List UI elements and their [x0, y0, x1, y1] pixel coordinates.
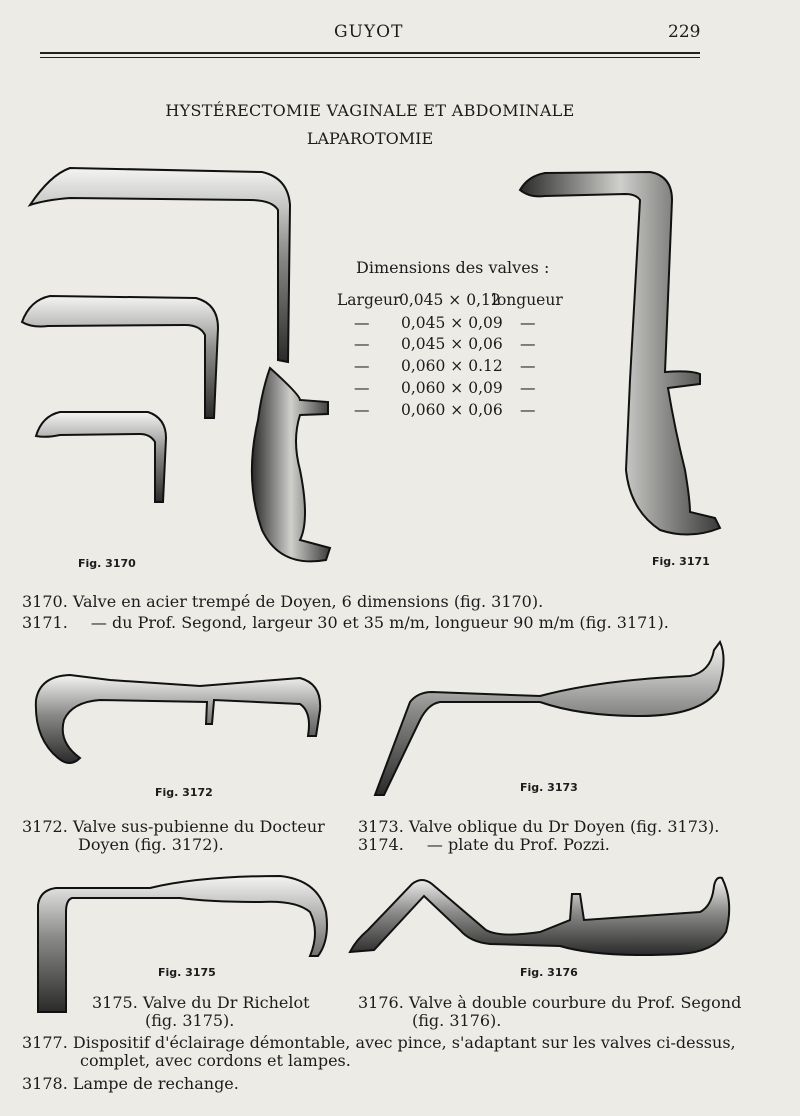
item-number: 3171. [22, 613, 68, 632]
caption-3177 [22, 1033, 736, 1052]
item-text: — du Prof. Segond, largeur 30 et 35 m/m, longueur 90 m/m (fig. 3171). [90, 613, 669, 632]
dimension-label: — [354, 314, 370, 332]
dimension-label: — [354, 401, 370, 419]
dimension-label: Largeur [337, 291, 401, 309]
item-number: 3174. [358, 835, 404, 854]
item-text: Dispositif d'éclairage démontable, avec pince, s'adaptant sur les valves ci-dessus, [72, 1033, 736, 1052]
item-number: 3177. [22, 1033, 68, 1052]
dimension-row [0, 379, 800, 401]
item-number: 3172. [22, 817, 68, 836]
item-text: Valve sus-pubienne du Docteur [72, 817, 325, 836]
dimension-unit: — [520, 335, 536, 353]
caption-3178 [22, 1074, 239, 1093]
dimension-label: — [354, 335, 370, 353]
caption-3176 [358, 993, 741, 1012]
figure-label-3170: Fig. 3170 [78, 557, 136, 570]
valve-3170-small-icon [36, 412, 166, 502]
item-text: Valve oblique du Dr Doyen (fig. 3173). [408, 817, 720, 836]
item-number: 3175. [92, 993, 138, 1012]
item-text: — plate du Prof. Pozzi. [426, 835, 610, 854]
dimension-row [0, 335, 800, 357]
dimension-unit: — [520, 357, 536, 375]
caption-3173 [358, 817, 719, 836]
caption-3175 [92, 993, 310, 1012]
valve-3175-icon [38, 876, 327, 1012]
caption-3177-cont: complet, avec cordons et lampes. [80, 1051, 351, 1070]
figure-label-3176: Fig. 3176 [520, 966, 578, 979]
dimension-value: 0,060 × 0,09 [401, 379, 503, 397]
caption-3170 [22, 592, 543, 611]
dimension-value: 0,045 × 0,12 [399, 291, 501, 309]
item-number: 3178. [22, 1074, 68, 1093]
caption-3176-cont: (fig. 3176). [412, 1011, 502, 1030]
valve-3173-icon [375, 642, 724, 795]
section-subtitle: LAPAROTOMIE [306, 129, 434, 148]
dimension-row [0, 357, 800, 379]
running-title: GUYOT [334, 22, 404, 42]
caption-3172 [22, 817, 325, 836]
item-text: Lampe de rechange. [72, 1074, 239, 1093]
valve-3176-icon [350, 878, 729, 955]
dimension-value: 0,045 × 0,09 [401, 314, 503, 332]
dimension-row [0, 314, 800, 336]
item-text: Valve à double courbure du Prof. Segond [408, 993, 742, 1012]
dimension-unit: longueur [492, 291, 563, 309]
section-title: HYSTÉRECTOMIE VAGINALE ET ABDOMINALE [165, 101, 575, 120]
dimension-unit: — [520, 401, 536, 419]
caption-3174 [358, 835, 610, 854]
dimension-row [0, 401, 800, 423]
page-number: 229 [668, 22, 701, 42]
figure-label-3172: Fig. 3172 [155, 786, 213, 799]
item-number: 3170. [22, 592, 68, 611]
dimensions-heading: Dimensions des valves : [356, 258, 550, 277]
valve-3172-icon [36, 675, 320, 763]
caption-3172-cont: Doyen (fig. 3172). [78, 835, 224, 854]
item-text: Valve du Dr Richelot [142, 993, 310, 1012]
caption-3171 [22, 613, 669, 632]
dimension-value: 0,060 × 0.12 [401, 357, 503, 375]
item-text: Valve en acier trempé de Doyen, 6 dimensions (fig. 3170). [72, 592, 544, 611]
item-number: 3173. [358, 817, 404, 836]
dimension-unit: — [520, 379, 536, 397]
dimension-unit: — [520, 314, 536, 332]
item-number: 3176. [358, 993, 404, 1012]
figure-label-3171: Fig. 3171 [652, 555, 710, 568]
dimension-value: 0,045 × 0,06 [401, 335, 503, 353]
caption-3175-cont: (fig. 3175). [145, 1011, 235, 1030]
dimension-label: — [354, 379, 370, 397]
dimension-label: — [354, 357, 370, 375]
dimension-row [0, 291, 800, 313]
figure-label-3173: Fig. 3173 [520, 781, 578, 794]
dimension-value: 0,060 × 0,06 [401, 401, 503, 419]
figure-label-3175: Fig. 3175 [158, 966, 216, 979]
